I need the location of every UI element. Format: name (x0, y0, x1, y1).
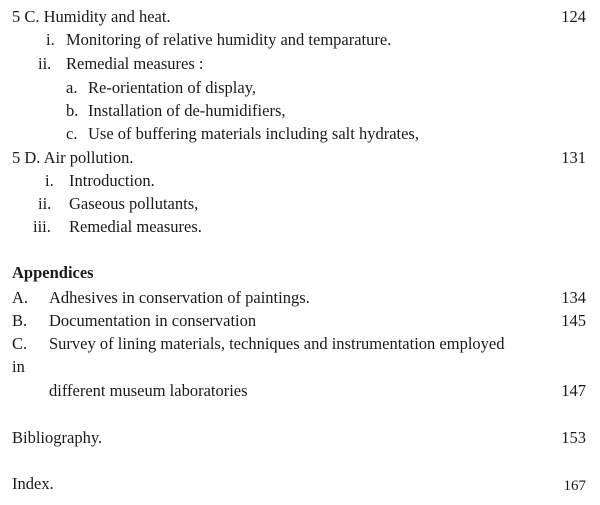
appendix-text: Adhesives in conservation of paintings. (49, 288, 310, 307)
section-5d-item-iii (33, 217, 202, 237)
index-page: 167 (563, 478, 586, 494)
section-5c-subitem-b (66, 101, 286, 121)
item-text: Remedial measures. (69, 217, 202, 236)
subitem-marker: a. (66, 78, 78, 97)
section-5c-item-ii (38, 54, 203, 74)
section-5d-item-ii (38, 194, 198, 214)
appendix-text: Documentation in conservation (49, 311, 257, 330)
section-5c-subitem-a (66, 78, 256, 98)
item-marker: ii. (38, 54, 52, 73)
index-entry: Index. (12, 474, 54, 493)
item-text: Introduction. (69, 171, 155, 190)
section-5d-heading: 5 D. Air pollution. (12, 148, 134, 167)
section-5c-subitem-c (66, 124, 419, 144)
subitem-text: Re-orientation of display, (88, 78, 257, 97)
item-marker: ii. (38, 194, 52, 213)
item-marker: i. (46, 30, 55, 49)
appendices-heading: Appendices (12, 263, 94, 282)
item-text: Gaseous pollutants, (69, 194, 199, 213)
subitem-text: Installation of de-humidifiers, (88, 101, 286, 120)
appendix-c (12, 334, 504, 354)
section-5c-page: 124 (561, 7, 586, 26)
item-marker: iii. (33, 217, 51, 236)
appendix-marker: A. (12, 288, 29, 307)
section-5d-item-i (45, 171, 155, 191)
appendix-a-page: 134 (561, 288, 586, 307)
appendix-b-page: 145 (561, 311, 586, 330)
bibliography-page: 153 (561, 428, 586, 447)
appendix-marker: B. (12, 311, 28, 330)
section-5d-page: 131 (561, 148, 586, 167)
item-text: Remedial measures : (66, 54, 204, 73)
appendix-c-continuation: different museum laboratories (49, 381, 248, 400)
appendix-text: Survey of lining materials, techniques and instrumentation employed (49, 334, 505, 353)
subitem-marker: b. (66, 101, 79, 120)
appendix-c-wrap: in (12, 357, 25, 376)
appendix-b (12, 311, 256, 331)
subitem-marker: c. (66, 124, 78, 143)
item-marker: i. (45, 171, 54, 190)
appendix-a (12, 288, 310, 308)
item-text: Monitoring of relative humidity and temparature. (66, 30, 392, 49)
appendix-marker: C. (12, 334, 28, 353)
appendix-c-page: 147 (561, 381, 586, 400)
subitem-text: Use of buffering materials including salt hydrates, (88, 124, 419, 143)
section-5c-heading: 5 C. Humidity and heat. (12, 7, 171, 26)
section-5c-item-i (46, 30, 391, 50)
bibliography-entry: Bibliography. (12, 428, 103, 447)
